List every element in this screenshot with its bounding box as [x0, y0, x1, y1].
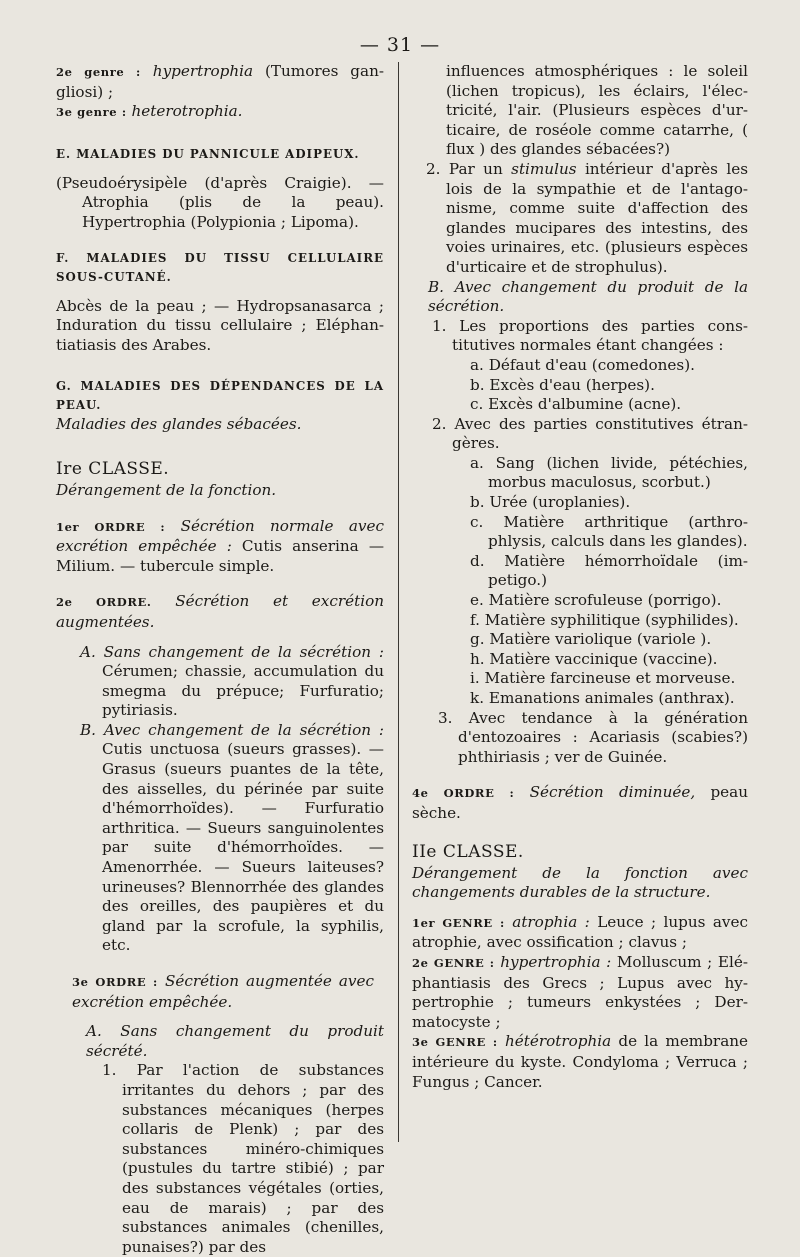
class-1-subtitle: Dérangement de la fonction.: [56, 480, 277, 499]
order-3-heading: 3e ORDRE : Sécrétion augmentée avec excrétion empêchée.: [72, 972, 374, 1011]
item-b-2-e: e. Matière scrofuleuse (porrigo).: [470, 591, 722, 610]
item-b-1-b: b. Excès d'eau (herpes).: [470, 375, 655, 394]
order-2-a: A. Sans changement de la sécrétion : Cérumen; chassie, accumulation du smegma du prépuce; Furfuratio; pytiriasis.: [80, 642, 384, 720]
left-column: [56, 62, 384, 1257]
order-1: 1er ORDRE : Sécrétion normale avec excrétion empêchée : Cutis anserina — Milium. — tubercule simple.: [56, 516, 385, 575]
section-b-heading: B. Avec changement du produit de la sécrétion.: [428, 277, 748, 316]
order-3-a-1: 1. Par l'action de substances irritantes du dehors ; par des substances mécaniques (herpes collaris de Plenk) ; par des substances minéro-chimiques (pustules du tartre stibié) ; par des substances végétales (orties, eau de marais) ; par des substances animales (chenilles, punaises?) par des: [102, 1061, 384, 1256]
item-b-2-k: k. Emanations animales (anthrax).: [470, 689, 735, 707]
genre-2-line: 2e genre : hypertrophia (Tumores gangliosi) ;: [56, 62, 385, 101]
class-2-genre-2: 2e GENRE : hypertrophia : Molluscum ; Eléphantiasis des Grecs ; Lupus avec hypertrophie ; tumeurs enkystées ; Dermatocyste ;: [412, 952, 748, 1031]
right-column: [412, 62, 748, 1092]
item-b-2: 2. Avec des parties constitutives étrangères.: [432, 414, 748, 453]
section-f-heading: F. MALADIES DU TISSU CELLULAIRE SOUS-CUTANÉ.: [56, 250, 384, 284]
order-3-a: A. Sans changement du produit sécrété.: [86, 1022, 384, 1060]
section-e-heading: E. MALADIES DU PANNICULE ADIPEUX.: [56, 146, 360, 161]
order-2-heading: 2e ORDRE. Sécrétion et excrétion augmentées.: [56, 592, 384, 631]
class-1-heading: Ire CLASSE.: [56, 458, 170, 479]
page-number: — 31 —: [359, 34, 441, 56]
section-g-heading: G. MALADIES DES DÉPENDANCES DE LA PEAU.: [56, 379, 384, 413]
section-f-text: Abcès de la peau ; — Hydropsanasarca ; Induration du tissu cellulaire ; Eléphantiatiasis des Arabes.: [56, 296, 384, 354]
continuation-text: influences atmosphériques : le soleil (lichen tropicus), les éclairs, l'électricité, l'air. (Plusieurs espèces d'urticaire, de roséole comme catarrhe, ( flux ) des glandes sébacées?): [446, 62, 748, 159]
item-2-stimulus: 2. Par un stimulus intérieur d'après les lois de la sympathie et de l'antagonisme, comme suite d'affection des glandes mucipares des intestins, des voies urinaires, etc. (plusieurs espèces d'urticaire et de strophulus).: [426, 159, 749, 276]
section-e-text: (Pseudoérysipèle (d'après Craigie). — Atrophia (plis de la peau). Hypertrophia (Polypionia ; Lipoma).: [56, 173, 384, 231]
order-4: 4e ORDRE : Sécrétion diminuée, peau sèche.: [412, 783, 748, 822]
class-2-subtitle: Dérangement de la fonction avec changements durables de la structure.: [412, 863, 748, 902]
column-divider: [398, 62, 399, 1142]
section-g-subtitle: Maladies des glandes sébacées.: [56, 415, 302, 434]
item-b-2-h: h. Matière vaccinique (vaccine).: [470, 649, 718, 668]
class-2-heading: IIe CLASSE.: [412, 841, 524, 862]
item-b-1-a: a. Défaut d'eau (comedones).: [470, 355, 695, 374]
class-2-genre-1: 1er GENRE : atrophia : Leuce ; lupus avec atrophie, avec ossification ; clavus ;: [412, 912, 748, 952]
item-b-1: 1. Les proportions des parties constitutives normales étant changées :: [432, 316, 748, 355]
item-b-2-g: g. Matière variolique (variole ).: [470, 630, 712, 649]
item-b-1-c: c. Excès d'albumine (acne).: [470, 395, 682, 414]
genre-3-line: 3e genre : heterotrophia.: [56, 102, 243, 121]
class-2-genre-3: 3e GENRE : hétérotrophia de la membrane intérieure du kyste. Condyloma ; Verruca ; Fungus ; Cancer.: [412, 1032, 749, 1091]
order-2-b: B. Avec changement de la sécrétion : Cutis unctuosa (sueurs grasses). — Grasus (sueurs puantes de la tête, des aisselles, du périnée par suite d'hémorrhoïdes). — Furfuratio arthritica. — Sueurs sanguinolentes par suite d'hémorrhoïdes. — Amenorrhée. — Sueurs laiteuses? urineuses? Blennorrhée des glandes des oreilles, des paupières et du gland par la scrofule, la syphilis, etc.: [80, 720, 384, 955]
item-b-2-c: c. Matière arthritique (arthrophlysis, calculs dans les glandes).: [470, 512, 748, 551]
item-b-2-f: f. Matière syphilitique (syphilides).: [470, 610, 739, 629]
item-b-2-d: d. Matière hémorrhoïdale (impetigo.): [470, 551, 748, 590]
item-b-2-b: b. Urée (uroplanies).: [470, 493, 631, 512]
item-b-2-a: a. Sang (lichen livide, pétéchies, morbus maculosus, scorbut.): [470, 453, 748, 492]
item-b-2-i: i. Matière farcineuse et morveuse.: [470, 669, 736, 688]
item-b-3: 3. Avec tendance à la génération d'entozoaires : Acariasis (scabies?) phthiriasis ; ver de Guinée.: [438, 708, 748, 766]
